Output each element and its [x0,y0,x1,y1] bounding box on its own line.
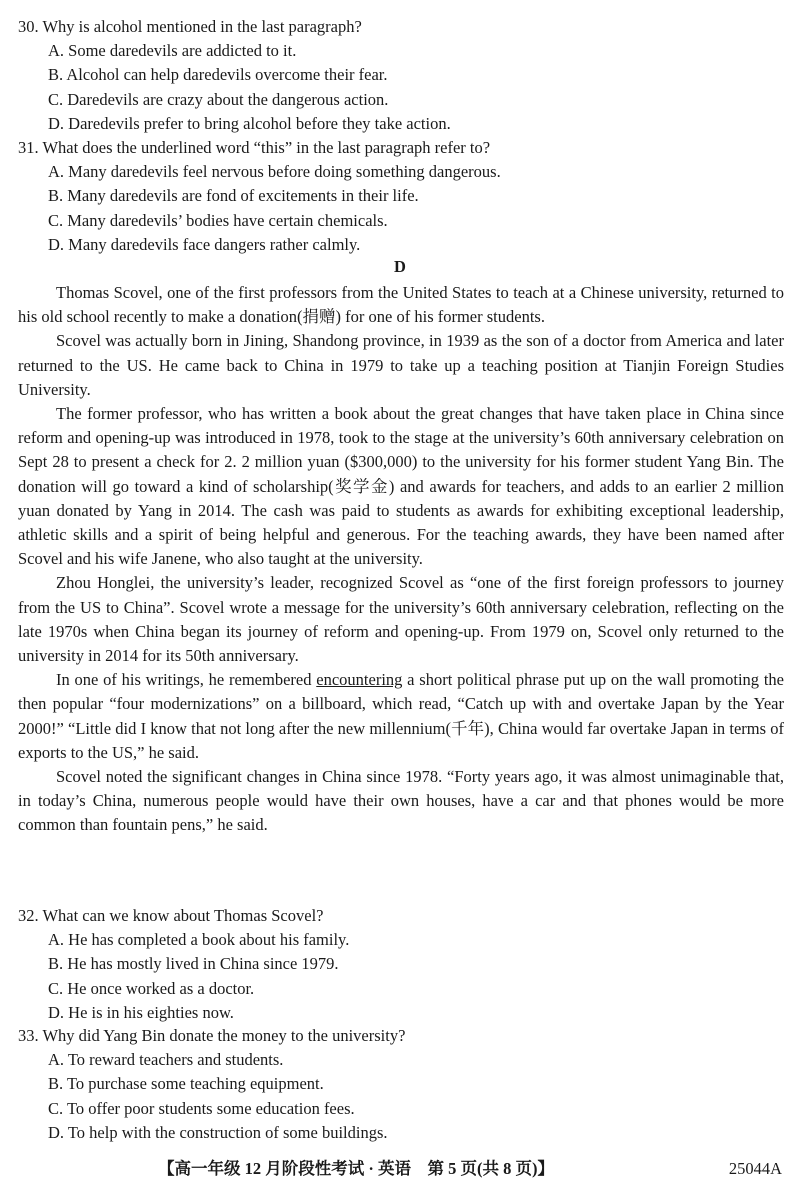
option-c: C. Daredevils are crazy about the dangerous action. [48,89,389,109]
passage-paragraph-1: Thomas Scovel, one of the first professors from the United States to teach at a Chinese university, returned to his old school recently to make a donation(捐赠) for one of his former students. [18,283,784,327]
question-32 [18,904,788,1025]
option-c: C. To offer poor students some education fees. [48,1098,355,1118]
passage-paragraph-3: The former professor, who has written a book about the great changes that have taken place in China since reform and opening-up was introduced in 1978, took to the stage at the university’s 60th anniversary celebration on Sept 28 to present a check for 2. 2 million yuan ($300,000) to the university for his former student Yang Bin. The donation will go toward a kind of scholarship(奖学金) and awards for teachers, and adds to an earlier 2 million yuan donated by Yang in 2014. The cash was paid to students as awards for exhibiting exceptional leadership, athletic skills and a spirit of being helpful and generous. For the teaching awards, they have been named after Scovel and his wife Janene, who also taught at the university. [18,404,784,569]
option-c: C. He once worked as a doctor. [48,978,255,998]
page-footer [0,1156,800,1182]
underlined-word: encountering [316,670,403,690]
passage-paragraph-4: Zhou Honglei, the university’s leader, recognized Scovel as “one of the first foreign professors to journey from the US to China”. Scovel wrote a message for the university’s 60th anniversary celebration, reflecting on the late 1970s when China began its journey of reform and opening-up. From 1979 on, Scovel only returned to the university in 2014 for its 50th anniversary. [18,573,784,666]
question-33 [18,1024,788,1145]
passage-paragraph-5 [18,668,784,765]
footer-title: 【高一年级 12 月阶段性考试 · 英语 第 5 页(共 8 页)】 [158,1159,554,1178]
section-heading: D [394,257,406,276]
option-d: D. Daredevils prefer to bring alcohol before they take action. [48,113,451,133]
reading-passage [18,281,784,838]
option-a: A. Some daredevils are addicted to it. [48,41,297,61]
question-stem: 32. What can we know about Thomas Scovel? [18,906,324,925]
option-d: D. Many daredevils face dangers rather calmly. [48,234,361,254]
option-b: B. To purchase some teaching equipment. [48,1074,324,1094]
paragraph-text: a short political phrase put up on the wall promoting the then popular “four modernizations” on a billboard, which read, “Catch up with and overtake Japan by the Year 2000!” “Little did I know that not long after the new millennium(千年), China would far overtake Japan in terms of exports to the US,” he said. [18,670,784,762]
question-stem: 33. Why did Yang Bin donate the money to the university? [18,1026,406,1045]
question-stem: 30. Why is alcohol mentioned in the last paragraph? [18,17,362,36]
option-d: D. He is in his eighties now. [48,1002,234,1022]
question-stem: 31. What does the underlined word “this” in the last paragraph refer to? [18,138,491,157]
option-b: B. Many daredevils are fond of excitements in their life. [48,186,419,206]
paragraph-text: In one of his writings, he remembered [56,670,317,690]
option-a: A. To reward teachers and students. [48,1050,284,1070]
passage-paragraph-6: Scovel noted the significant changes in China since 1978. “Forty years ago, it was almost unimaginable that, in today’s China, numerous people would have their own houses, have a car and that phones would be more common than fountain pens,” he said. [18,767,784,835]
option-a: A. He has completed a book about his family. [48,930,350,950]
option-a: A. Many daredevils feel nervous before doing something dangerous. [48,162,501,182]
option-b: B. He has mostly lived in China since 1979. [48,954,339,974]
question-30 [18,15,788,136]
question-31 [18,136,788,257]
footer-code: 25044A [728,1159,782,1178]
option-d: D. To help with the construction of some buildings. [48,1122,388,1142]
option-c: C. Many daredevils’ bodies have certain chemicals. [48,210,388,230]
option-b: B. Alcohol can help daredevils overcome their fear. [48,65,388,85]
passage-paragraph-2: Scovel was actually born in Jining, Shandong province, in 1939 as the son of a doctor from America and later returned to the US. He came back to China in 1979 to take up a teaching position at Tianjin Foreign Studies University. [18,331,784,399]
